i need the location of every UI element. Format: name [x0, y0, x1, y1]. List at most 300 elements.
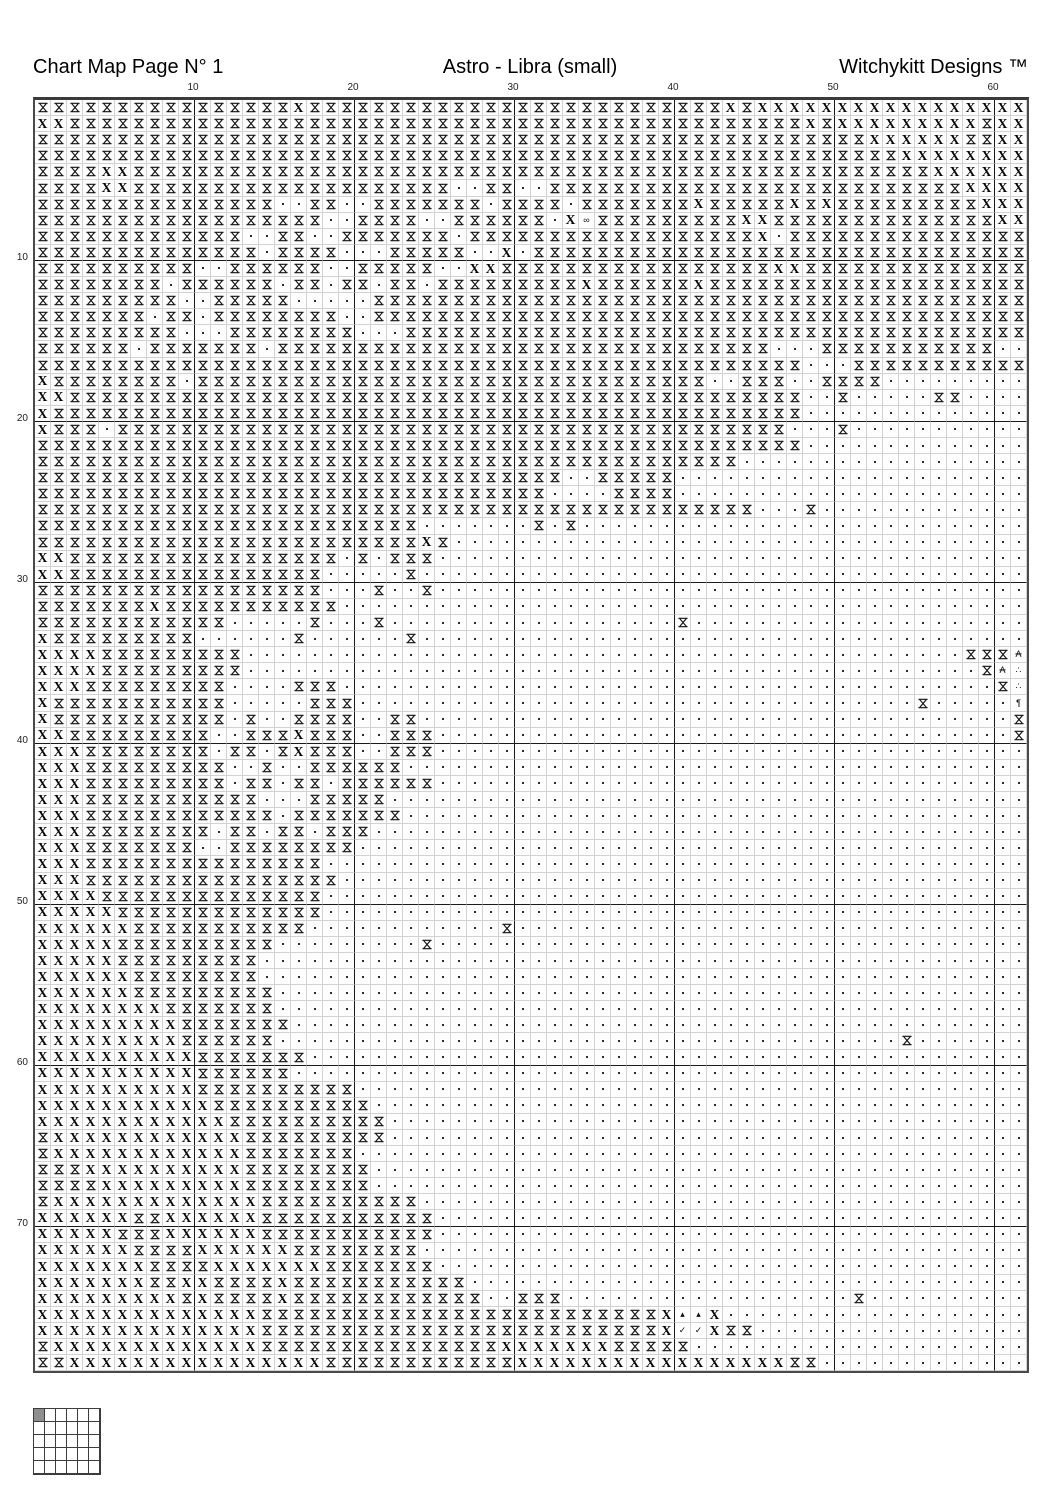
dot-stitch-symbol: [522, 782, 524, 784]
grid-cell: [243, 647, 259, 663]
grid-cell: [579, 535, 595, 551]
grid-cell: [755, 164, 771, 180]
grid-cell: [915, 760, 931, 776]
grid-cell: [755, 341, 771, 357]
grid-cell: [387, 132, 403, 148]
grid-cell: [579, 229, 595, 245]
dot-stitch-symbol: [794, 493, 796, 495]
grid-cell: [131, 197, 147, 213]
grid-cell: [211, 905, 227, 921]
grid-cell: [371, 213, 387, 229]
grid-cell: [547, 309, 563, 325]
grid-cell: [771, 728, 787, 744]
dot-stitch-symbol: [986, 718, 988, 720]
dot-stitch-symbol: [842, 493, 844, 495]
grid-cell: [931, 889, 947, 905]
dot-stitch-symbol: [778, 799, 780, 801]
grid-cell: [835, 438, 851, 454]
grid-cell: [387, 358, 403, 374]
grid-cell: [851, 180, 867, 196]
grid-cell: [931, 406, 947, 422]
dot-stitch-symbol: [602, 654, 604, 656]
dot-stitch-symbol: [810, 831, 812, 833]
dot-stitch-symbol: [618, 895, 620, 897]
grid-cell: [435, 132, 451, 148]
dot-stitch-symbol: [778, 525, 780, 527]
dot-stitch-symbol: [762, 782, 764, 784]
dot-stitch-symbol: [346, 219, 348, 221]
dot-stitch-symbol: [826, 718, 828, 720]
grid-cell: [707, 277, 723, 293]
dot-stitch-symbol: [634, 750, 636, 752]
grid-cell: X: [771, 100, 787, 116]
grid-cell: [483, 728, 499, 744]
dot-stitch-symbol: [746, 815, 748, 817]
dot-stitch-symbol: [554, 799, 556, 801]
grid-cell: [515, 953, 531, 969]
dot-stitch-symbol: [458, 847, 460, 849]
grid-cell: [83, 856, 99, 872]
grid-cell: [723, 132, 739, 148]
grid-cell: [547, 277, 563, 293]
dot-stitch-symbol: [506, 782, 508, 784]
grid-cell: [211, 341, 227, 357]
grid-cell: [771, 551, 787, 567]
grid-cell: [451, 148, 467, 164]
dot-stitch-symbol: [618, 911, 620, 913]
page-title: Chart Map Page N° 1: [33, 56, 224, 78]
grid-cell: [435, 583, 451, 599]
dot-stitch-symbol: [906, 541, 908, 543]
grid-cell: [835, 535, 851, 551]
dot-stitch-symbol: [522, 573, 524, 575]
dot-stitch-symbol: [890, 622, 892, 624]
grid-cell: [195, 840, 211, 856]
grid-cell: [115, 518, 131, 534]
grid-cell: [659, 744, 675, 760]
grid-cell: [51, 470, 67, 486]
grid-cell: [147, 454, 163, 470]
grid-cell: [995, 599, 1011, 615]
grid-cell: [291, 518, 307, 534]
grid-cell: [51, 374, 67, 390]
grid-cell: [499, 937, 515, 953]
grid-cell: [771, 856, 787, 872]
grid-cell: [899, 261, 915, 277]
grid-cell: [275, 213, 291, 229]
grid-cell: [691, 454, 707, 470]
dot-stitch-symbol: [714, 638, 716, 640]
grid-cell: X: [291, 728, 307, 744]
grid-cell: [947, 889, 963, 905]
grid-cell: [947, 583, 963, 599]
grid-cell: [963, 438, 979, 454]
grid-cell: [323, 760, 339, 776]
grid-cell: [195, 583, 211, 599]
grid-cell: [707, 663, 723, 679]
grid-cell: [643, 164, 659, 180]
grid-cell: [515, 502, 531, 518]
grid-cell: [627, 985, 643, 1001]
dot-stitch-symbol: [602, 911, 604, 913]
grid-cell: [787, 180, 803, 196]
grid-cell: [579, 905, 595, 921]
grid-cell: [803, 792, 819, 808]
grid-cell: [979, 679, 995, 695]
grid-cell: [771, 824, 787, 840]
grid-cell: [835, 551, 851, 567]
grid-cell: [579, 164, 595, 180]
grid-cell: [899, 502, 915, 518]
dot-stitch-symbol: [682, 831, 684, 833]
grid-cell: [195, 277, 211, 293]
grid-cell: [51, 277, 67, 293]
dot-stitch-symbol: [666, 702, 668, 704]
grid-cell: [595, 760, 611, 776]
grid-cell: [707, 776, 723, 792]
grid-cell: [35, 197, 51, 213]
grid-cell: [867, 148, 883, 164]
dot-stitch-symbol: [602, 992, 604, 994]
grid-cell: [803, 615, 819, 631]
dot-stitch-symbol: [346, 927, 348, 929]
dot-stitch-symbol: [698, 863, 700, 865]
dot-stitch-symbol: [570, 686, 572, 688]
grid-cell: [243, 518, 259, 534]
grid-cell: [643, 937, 659, 953]
dot-stitch-symbol: [426, 686, 428, 688]
grid-cell: [675, 358, 691, 374]
dot-stitch-symbol: [650, 734, 652, 736]
grid-cell: X: [1011, 213, 1027, 229]
dot-stitch-symbol: [634, 622, 636, 624]
grid-cell: [643, 856, 659, 872]
grid-cell: [899, 969, 915, 985]
grid-cell: X: [691, 277, 707, 293]
grid-cell: [771, 180, 787, 196]
grid-cell: [307, 164, 323, 180]
grid-cell: [499, 695, 515, 711]
dot-stitch-symbol: [538, 605, 540, 607]
grid-cell: [979, 969, 995, 985]
grid-cell: [435, 438, 451, 454]
grid-cell: [227, 197, 243, 213]
grid-cell: [403, 390, 419, 406]
dot-stitch-symbol: [858, 589, 860, 591]
grid-cell: [915, 341, 931, 357]
dot-stitch-symbol: [266, 235, 268, 237]
dot-stitch-symbol: [666, 782, 668, 784]
grid-cell: [83, 712, 99, 728]
grid-cell: [115, 599, 131, 615]
dot-stitch-symbol: [650, 702, 652, 704]
grid-cell: [211, 438, 227, 454]
grid-cell: [51, 197, 67, 213]
dot-stitch-symbol: [442, 927, 444, 929]
grid-cell: [627, 663, 643, 679]
dot-stitch-symbol: [842, 895, 844, 897]
dot-stitch-symbol: [746, 943, 748, 945]
grid-cell: [243, 631, 259, 647]
grid-cell: [691, 599, 707, 615]
grid-cell: [771, 631, 787, 647]
grid-cell: [835, 985, 851, 1001]
grid-cell: [83, 164, 99, 180]
grid-cell: [755, 180, 771, 196]
dot-stitch-symbol: [810, 750, 812, 752]
grid-cell: [499, 180, 515, 196]
grid-cell: [387, 921, 403, 937]
grid-cell: [371, 615, 387, 631]
dot-stitch-symbol: [986, 461, 988, 463]
dot-stitch-symbol: [1002, 589, 1004, 591]
grid-cell: [963, 647, 979, 663]
grid-cell: [307, 518, 323, 534]
dot-stitch-symbol: [298, 670, 300, 672]
grid-cell: [771, 470, 787, 486]
dot-stitch-symbol: [538, 686, 540, 688]
grid-cell: [435, 261, 451, 277]
grid-cell: [963, 277, 979, 293]
dot-stitch-symbol: [954, 428, 956, 430]
dot-stitch-symbol: [650, 525, 652, 527]
grid-cell: [195, 245, 211, 261]
dot-stitch-symbol: [730, 960, 732, 962]
dot-stitch-symbol: [954, 589, 956, 591]
grid-cell: [499, 873, 515, 889]
grid-cell: [35, 341, 51, 357]
grid-cell: [371, 341, 387, 357]
grid-cell: [147, 116, 163, 132]
grid-cell: [643, 663, 659, 679]
dot-stitch-symbol: [906, 976, 908, 978]
grid-cell: [195, 567, 211, 583]
dot-stitch-symbol: [890, 847, 892, 849]
dot-stitch-symbol: [570, 638, 572, 640]
dot-stitch-symbol: [410, 863, 412, 865]
grid-cell: [771, 438, 787, 454]
grid-cell: [403, 921, 419, 937]
dot-stitch-symbol: [954, 654, 956, 656]
grid-cell: [659, 567, 675, 583]
grid-cell: [563, 921, 579, 937]
dot-stitch-symbol: [682, 943, 684, 945]
grid-cell: [851, 937, 867, 953]
grid-cell: [1011, 953, 1027, 969]
dot-stitch-symbol: [810, 622, 812, 624]
dot-stitch-symbol: [938, 815, 940, 817]
grid-cell: [179, 390, 195, 406]
grid-cell: [627, 180, 643, 196]
grid-cell: [963, 808, 979, 824]
dot-stitch-symbol: [682, 911, 684, 913]
grid-cell: [419, 277, 435, 293]
grid-cell: X: [67, 969, 83, 985]
grid-cell: [739, 599, 755, 615]
grid-cell: [707, 309, 723, 325]
dot-stitch-symbol: [826, 461, 828, 463]
grid-cell: [323, 325, 339, 341]
grid-cell: X: [867, 116, 883, 132]
dot-stitch-symbol: [522, 895, 524, 897]
grid-cell: [723, 985, 739, 1001]
grid-cell: [35, 132, 51, 148]
grid-cell: [707, 824, 723, 840]
dot-stitch-symbol: [330, 911, 332, 913]
dot-stitch-symbol: [778, 541, 780, 543]
grid-cell: [467, 728, 483, 744]
grid-cell: [547, 229, 563, 245]
dot-stitch-symbol: [938, 831, 940, 833]
grid-cell: [51, 695, 67, 711]
grid-cell: [419, 293, 435, 309]
grid-cell: [659, 921, 675, 937]
grid-cell: [931, 438, 947, 454]
dot-stitch-symbol: [378, 992, 380, 994]
dot-stitch-symbol: [490, 541, 492, 543]
grid-cell: [819, 776, 835, 792]
dot-stitch-symbol: [778, 509, 780, 511]
dot-stitch-symbol: [1002, 557, 1004, 559]
grid-cell: [259, 889, 275, 905]
grid-cell: [339, 325, 355, 341]
grid-cell: [259, 261, 275, 277]
grid-cell: [723, 438, 739, 454]
dot-stitch-symbol: [410, 976, 412, 978]
grid-cell: [531, 631, 547, 647]
grid-cell: X: [563, 213, 579, 229]
grid-cell: [403, 679, 419, 695]
dot-stitch-symbol: [618, 782, 620, 784]
dot-stitch-symbol: [810, 960, 812, 962]
grid-cell: [291, 583, 307, 599]
grid-cell: [51, 100, 67, 116]
grid-cell: [435, 180, 451, 196]
grid-cell: [275, 937, 291, 953]
dot-stitch-symbol: [954, 509, 956, 511]
grid-cell: [227, 277, 243, 293]
grid-cell: [707, 985, 723, 1001]
dot-stitch-symbol: [698, 750, 700, 752]
dot-stitch-symbol: [682, 702, 684, 704]
grid-cell: [675, 985, 691, 1001]
dot-stitch-symbol: [906, 911, 908, 913]
grid-cell: [771, 293, 787, 309]
grid-cell: [707, 583, 723, 599]
grid-cell: [195, 647, 211, 663]
grid-cell: [355, 406, 371, 422]
grid-cell: [547, 213, 563, 229]
grid-cell: [451, 969, 467, 985]
dot-stitch-symbol: [970, 927, 972, 929]
grid-cell: [803, 148, 819, 164]
grid-cell: [995, 229, 1011, 245]
grid-cell: [67, 535, 83, 551]
dot-stitch-symbol: [106, 428, 108, 430]
dot-stitch-symbol: [906, 799, 908, 801]
dot-stitch-symbol: [490, 927, 492, 929]
dot-stitch-symbol: [698, 799, 700, 801]
dot-stitch-symbol: [874, 541, 876, 543]
grid-cell: [995, 873, 1011, 889]
grid-cell: [99, 856, 115, 872]
grid-cell: [211, 277, 227, 293]
grid-cell: [659, 518, 675, 534]
grid-cell: X: [787, 100, 803, 116]
grid-cell: [435, 760, 451, 776]
grid-cell: [803, 535, 819, 551]
grid-cell: [115, 325, 131, 341]
grid-cell: [547, 583, 563, 599]
dot-stitch-symbol: [826, 589, 828, 591]
grid-cell: [467, 985, 483, 1001]
grid-cell: [371, 663, 387, 679]
grid-cell: [339, 261, 355, 277]
grid-cell: [755, 824, 771, 840]
dot-stitch-symbol: [474, 734, 476, 736]
grid-cell: [515, 164, 531, 180]
grid-cell: [643, 486, 659, 502]
grid-cell: [371, 293, 387, 309]
grid-cell: [707, 374, 723, 390]
dot-stitch-symbol: [906, 718, 908, 720]
grid-cell: [563, 116, 579, 132]
grid-cell: [547, 615, 563, 631]
grid-cell: [851, 374, 867, 390]
grid-cell: [291, 197, 307, 213]
grid-cell: [579, 293, 595, 309]
grid-cell: [403, 695, 419, 711]
dot-stitch-symbol: [874, 573, 876, 575]
grid-cell: [243, 486, 259, 502]
dot-stitch-symbol: [378, 863, 380, 865]
grid-cell: [243, 132, 259, 148]
grid-cell: [643, 132, 659, 148]
grid-cell: [899, 470, 915, 486]
grid-cell: [307, 551, 323, 567]
dot-stitch-symbol: [522, 541, 524, 543]
dot-stitch-symbol: [618, 976, 620, 978]
dot-stitch-symbol: [858, 477, 860, 479]
grid-cell: [467, 937, 483, 953]
dot-stitch-symbol: [506, 573, 508, 575]
grid-cell: [611, 969, 627, 985]
grid-cell: [83, 792, 99, 808]
dot-stitch-symbol: [698, 879, 700, 881]
dot-stitch-symbol: [330, 863, 332, 865]
grid-cell: [339, 341, 355, 357]
grid-cell: [307, 583, 323, 599]
dot-stitch-symbol: [442, 976, 444, 978]
dot-stitch-symbol: [762, 477, 764, 479]
grid-cell: [323, 776, 339, 792]
dot-stitch-symbol: [714, 589, 716, 591]
grid-cell: [163, 744, 179, 760]
grid-cell: [723, 889, 739, 905]
grid-cell: [851, 679, 867, 695]
grid-cell: [659, 631, 675, 647]
dot-stitch-symbol: [330, 654, 332, 656]
dot-stitch-symbol: [314, 943, 316, 945]
grid-cell: [243, 567, 259, 583]
grid-cell: [51, 599, 67, 615]
dot-stitch-symbol: [666, 976, 668, 978]
grid-cell: [387, 148, 403, 164]
grid-cell: [547, 341, 563, 357]
grid-cell: [531, 325, 547, 341]
grid-cell: [243, 309, 259, 325]
grid-cell: [115, 438, 131, 454]
